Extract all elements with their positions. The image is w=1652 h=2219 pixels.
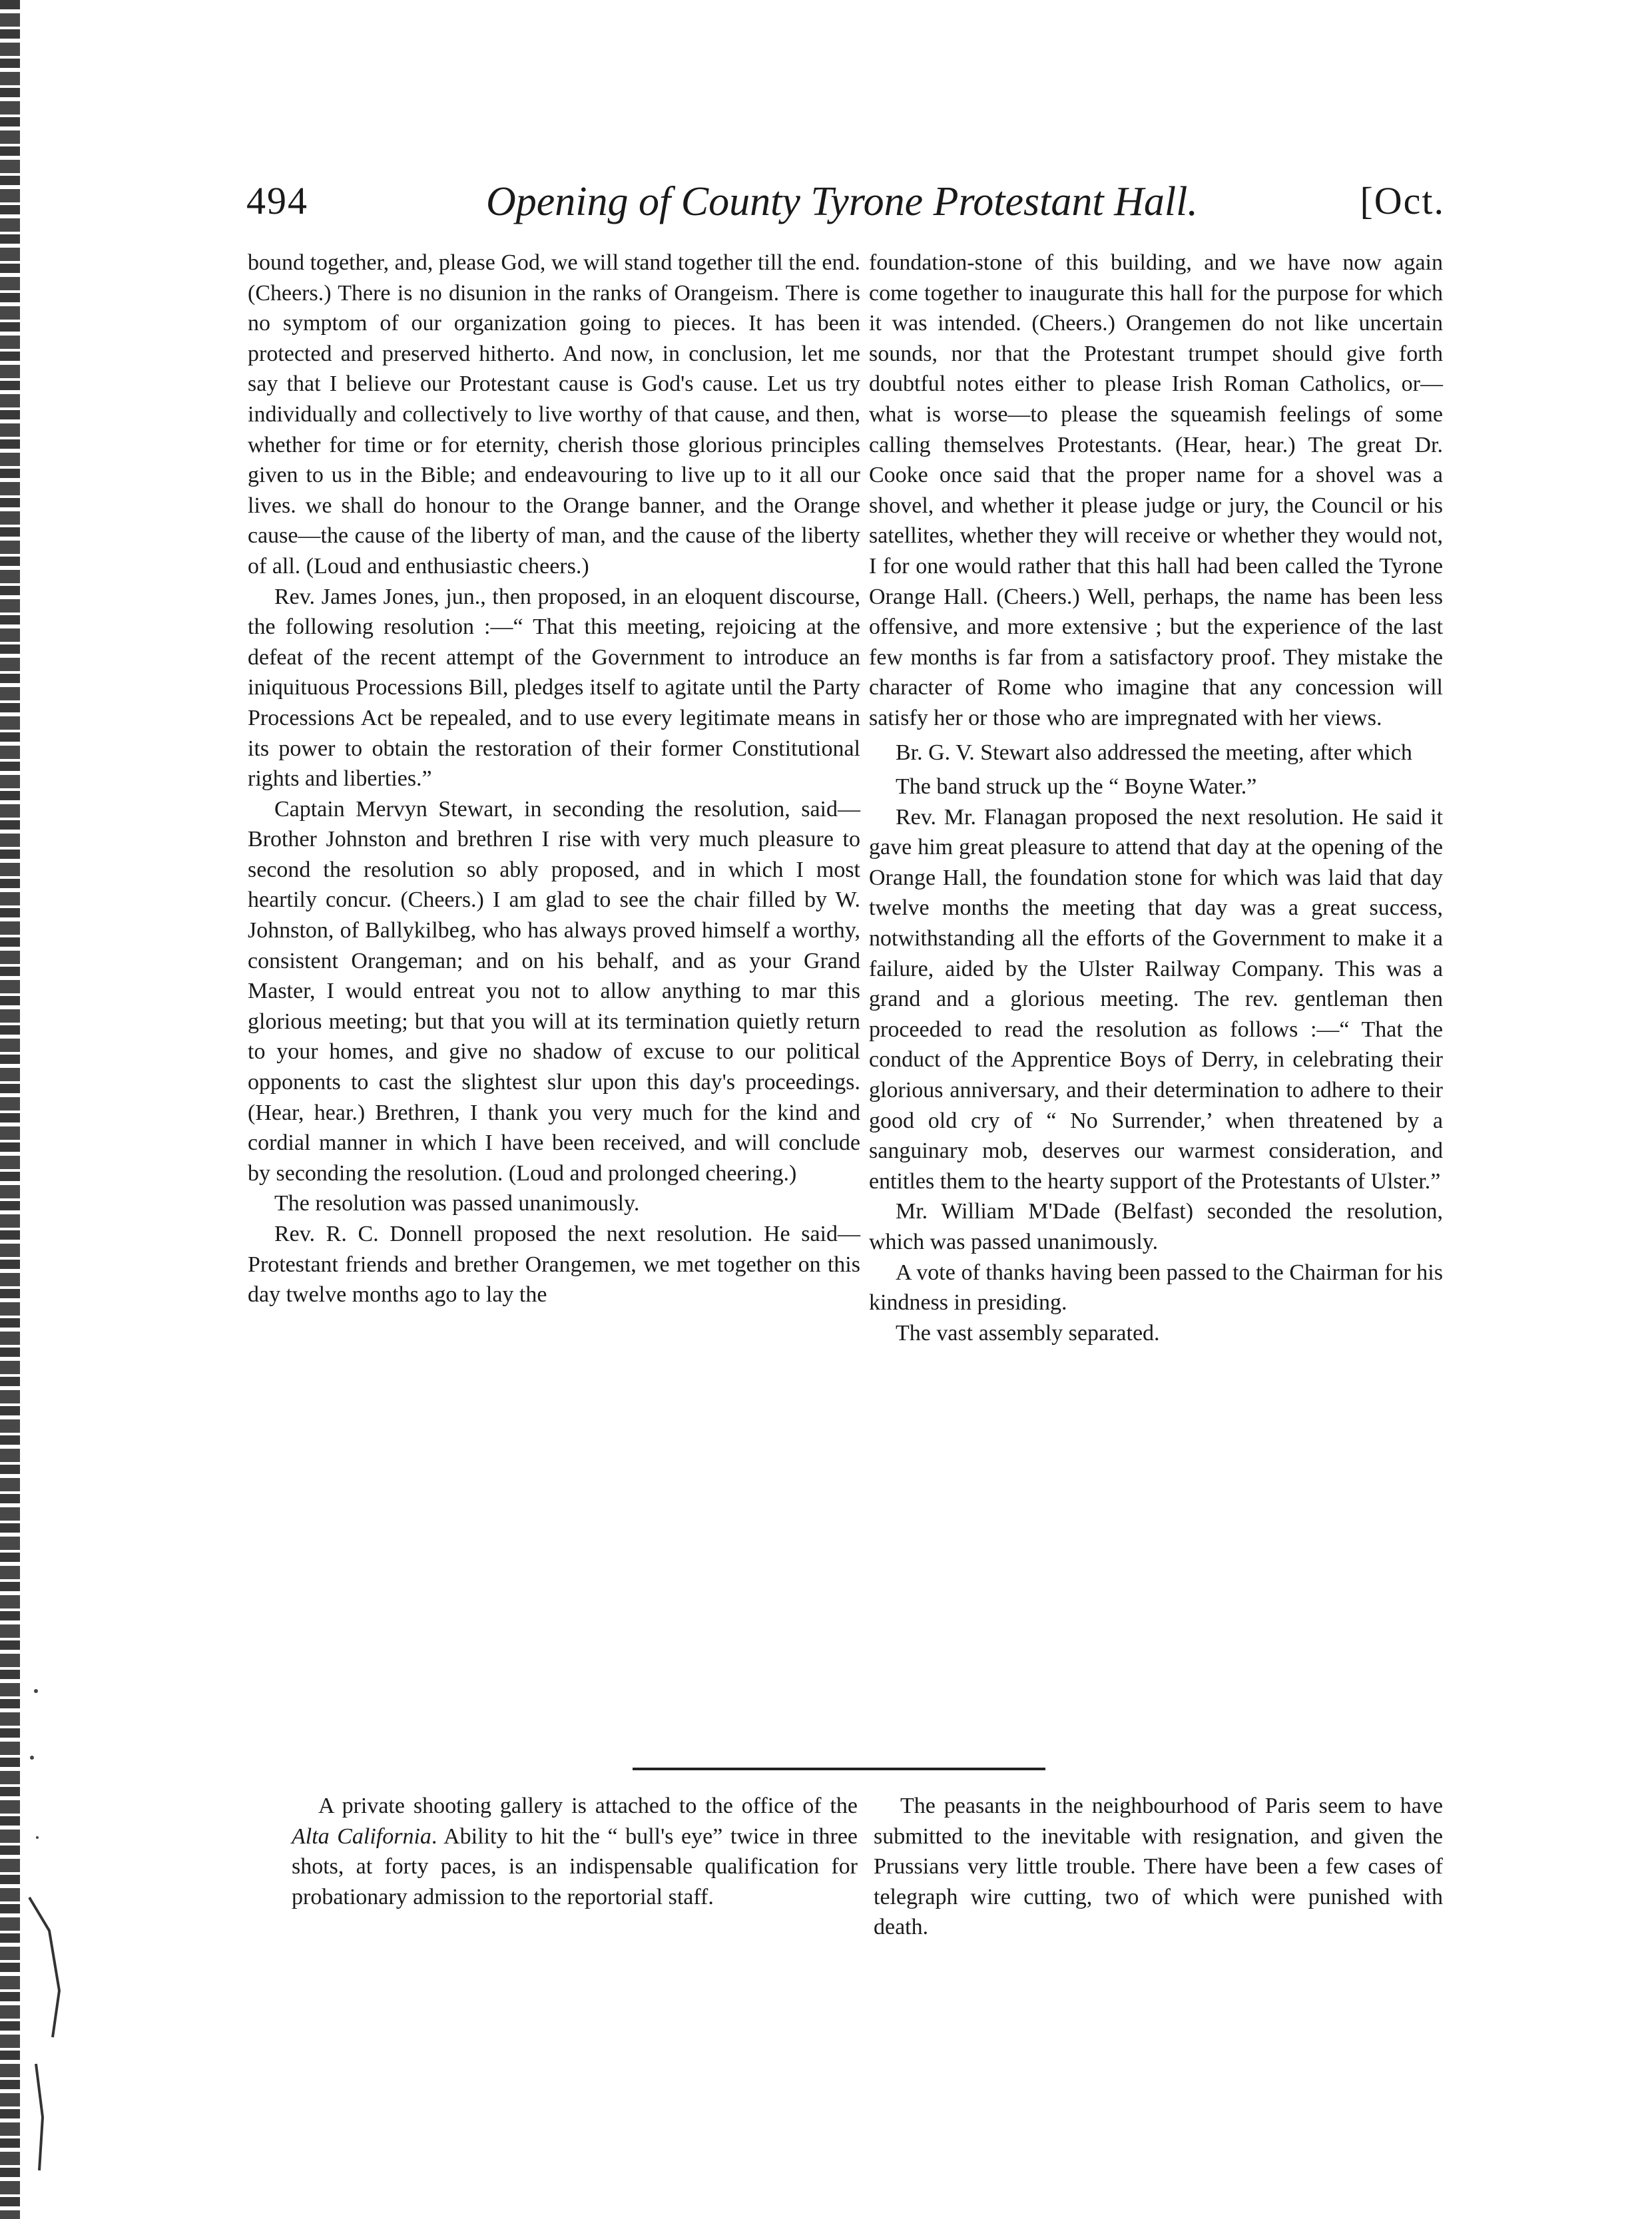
right-column xyxy=(869,248,1443,1348)
paragraph: Rev. James Jones, jun., then proposed, in an eloquent discourse, the following resolution :—“ That this meeting, rejoicing at the defeat of the recent attempt of the Government to introduce an iniquituous Processions Bill, pledges itself to agitate until the Party Processions Act be repealed, and to use every legitimate means in its power to obtain the restoration of their former Constitutional rights and liberties.” xyxy=(248,584,860,792)
paragraph: Captain Mervyn Stewart, in seconding the resolution, said—Brother Johnston and brethren I rise with very much pleasure to second the resolution so ably proposed, and in which I most heartily concur. (Cheers.) I am glad to see the chair filled by W. Johnston, of Ballykilbeg, who has always proved himself a worthy, consistent Orangeman; and on his behalf, and as your Grand Master, I would entreat you not to allow anything to mar this glorious meeting; but that you will at its termination quietly return to your homes, and give no shadow of excuse to our political opponents to cast the slightest slur upon this day's proceedings. (Hear, hear.) Brethren, I thank you very much for the kind and cordial manner in which I have been received, and will conclude by seconding the resolution. (Loud and prolonged cheering.) xyxy=(248,796,860,1186)
note-text-before: A private shooting gallery is attached to the office of the xyxy=(318,1794,858,1818)
note-paragraph: The peasants in the neighbourhood of Paris seem to have submitted to the inevitable with resignation, and given the Prussians very little trouble. There have been a few cases of telegraph wire cutting, two of which were punished with death. xyxy=(874,1794,1443,1940)
running-header xyxy=(246,178,1445,238)
running-title: Opening of County Tyrone Protestant Hall. xyxy=(486,179,1198,224)
paragraph: The band struck up the “ Boyne Water.” xyxy=(896,774,1257,800)
page-number: 494 xyxy=(246,179,308,222)
paragraph: A vote of thanks having been passed to the Chairman for his kindness in presiding. xyxy=(869,1260,1443,1316)
paragraph: Br. G. V. Stewart also addressed the meeting, after which xyxy=(896,740,1412,765)
paragraph: bound together, and, please God, we will stand together till the end. (Cheers.) There is no disunion in the ranks of Orangeism. There is no symptom of our organization going to pieces. It has been protected and preserved hitherto. And now, in conclusion, let me say that I believe our Protestant cause is God's cause. Let us try individually and collectively to live worthy of that cause, and then, whether for time or for eternity, cherish those glorious principles given to us in the Bible; and endeavouring to live up to it all our lives. we shall do honour to the Orange banner, and the Orange cause—the cause of the liberty of man, and the cause of the liberty of all. (Loud and enthusiastic cheers.) xyxy=(248,250,860,579)
paragraph: Rev. Mr. Flanagan proposed the next resolution. He said it gave him great pleasure to attend that day at the opening of the Orange Hall, the foundation stone for which was laid that day twelve months the meeting that day was a great success, notwithstanding all the efforts of the Government to make it a failure, aided by the Ulster Railway Company. This was a grand and a glorious meeting. The rev. gentleman then proceeded to read the resolution as follows :—“ That the conduct of the Apprentice Boys of Derry, in celebrating their glorious anniversary, and their determination to adhere to their good old cry of “ No Surrender,’ when threatened by a sanguinary mob, deserves our warmest consideration, and entitles them to the hearty support of the Protestants of Ulster.” xyxy=(869,804,1443,1194)
paragraph: The vast assembly separated. xyxy=(896,1320,1160,1346)
paragraph: foundation-stone of this building, and we have now again come together to inaugurate this hall for the purpose for which it was intended. (Cheers.) Orangemen do not like uncertain sounds, nor that the Protestant trumpet should give forth doubtful notes either to please Irish Roman Catholics, or—what is worse—to please the squeamish feelings of some calling themselves Protestants. (Hear, hear.) The great Dr. Cooke once said that the proper name for a shovel was a shovel, and whether it please judge or jury, the Council or his satellites, whether they will receive or whether they would not, I for one would rather that this hall had been called the Tyrone Orange Hall. (Cheers.) Well, perhaps, the name has been less offensive, and more extensive ; but the experience of the last few months is far from a satisfactory proof. They mistake the character of Rome who imagine that any concession will satisfy her or those who are impregnated with her views. xyxy=(869,250,1443,730)
margin-specks xyxy=(23,0,69,2219)
note-paragraph xyxy=(292,1791,858,1912)
paragraph: Rev. R. C. Donnell proposed the next resolution. He said—Protestant friends and brether Orangemen, we met together on this day twelve months ago to lay the xyxy=(248,1222,860,1308)
note-text-after: . Ability to hit the “ bull's eye” twice in three shots, at forty paces, is an indispensable qualification for probationary admission to the reportorial staff. xyxy=(292,1824,858,1909)
paragraph: Mr. William M'Dade (Belfast) seconded the resolution, which was passed unanimously. xyxy=(869,1199,1443,1254)
binding-edge xyxy=(0,0,20,2219)
note-shooting-gallery xyxy=(292,1791,858,1912)
note-paris-peasants xyxy=(874,1791,1443,1943)
running-month: [Oct. xyxy=(1360,179,1445,222)
section-divider xyxy=(633,1768,1045,1770)
left-column xyxy=(248,248,860,1310)
newspaper-title: Alta California xyxy=(292,1824,431,1849)
paragraph: The resolution was passed unanimously. xyxy=(274,1191,640,1216)
